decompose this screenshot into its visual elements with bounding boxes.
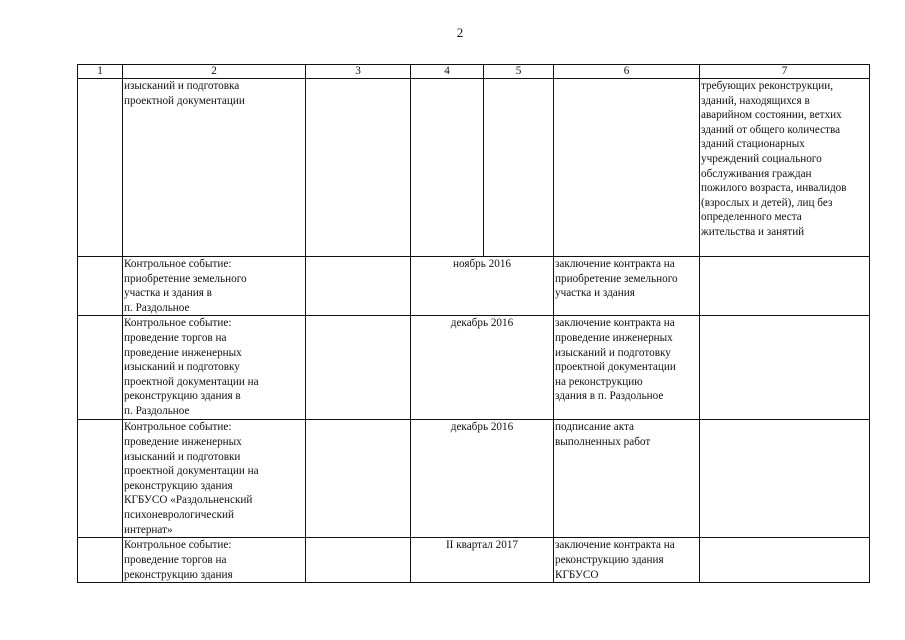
table-cell (700, 316, 870, 420)
table-cell: заключение контракта на приобретение земельного участка и здания (554, 257, 700, 316)
table-row (78, 420, 870, 538)
table-cell (78, 538, 123, 583)
date-cell: декабрь 2016 (411, 316, 554, 420)
table-cell: Контрольное событие: проведение инженерных изысканий и подготовки проектной документации на реконструкцию здания КГБУСО «Раздольненский психоневрологический интернат» (123, 420, 306, 538)
table-cell: заключение контракта на реконструкцию здания КГБУСО (554, 538, 700, 583)
table-cell (306, 538, 411, 583)
column-header-2: 2 (123, 65, 306, 79)
table-cell: Контрольное событие: проведение торгов на реконструкцию здания (123, 538, 306, 583)
table-cell (484, 79, 554, 257)
column-header-4: 4 (411, 65, 484, 79)
table-cell (306, 257, 411, 316)
table-cell: Контрольное событие: проведение торгов на проведение инженерных изысканий и подготовку проектной документации на реконструкцию здания в п. Раздольное (123, 316, 306, 420)
table-row (78, 79, 870, 257)
table-cell (78, 316, 123, 420)
table-cell (306, 420, 411, 538)
table-cell (700, 420, 870, 538)
column-header-6: 6 (554, 65, 700, 79)
table-cell: заключение контракта на проведение инженерных изысканий и подготовку проектной документации на реконструкцию здания в п. Раздольное (554, 316, 700, 420)
table-row (78, 316, 870, 420)
table-cell: подписание акта выполненных работ (554, 420, 700, 538)
column-header-7: 7 (700, 65, 870, 79)
page-number: 2 (456, 25, 464, 40)
table-row (78, 538, 870, 583)
column-header-1: 1 (78, 65, 123, 79)
table-cell (78, 79, 123, 257)
document-table (77, 64, 870, 583)
date-cell: декабрь 2016 (411, 420, 554, 538)
date-cell: ноябрь 2016 (411, 257, 554, 316)
date-cell: II квартал 2017 (411, 538, 554, 583)
table-cell (700, 257, 870, 316)
table-cell (306, 79, 411, 257)
table-cell (554, 79, 700, 257)
table-cell: Контрольное событие: приобретение земельного участка и здания в п. Раздольное (123, 257, 306, 316)
column-header-3: 3 (306, 65, 411, 79)
table-cell (700, 538, 870, 583)
table-cell (78, 420, 123, 538)
table-cell: изысканий и подготовка проектной документации (123, 79, 306, 257)
column-header-5: 5 (484, 65, 554, 79)
table-cell (78, 257, 123, 316)
table-cell: требующих реконструкции, зданий, находящихся в аварийном состоянии, ветхих зданий от общего количества зданий стационарных учреждений социального обслуживания граждан пожилого возраста, инвалидов (взрослых и детей), лиц без определенного места жительства и занятий (700, 79, 870, 257)
table-cell (306, 316, 411, 420)
header-row (78, 65, 870, 79)
table-cell (411, 79, 484, 257)
table-row (78, 257, 870, 316)
